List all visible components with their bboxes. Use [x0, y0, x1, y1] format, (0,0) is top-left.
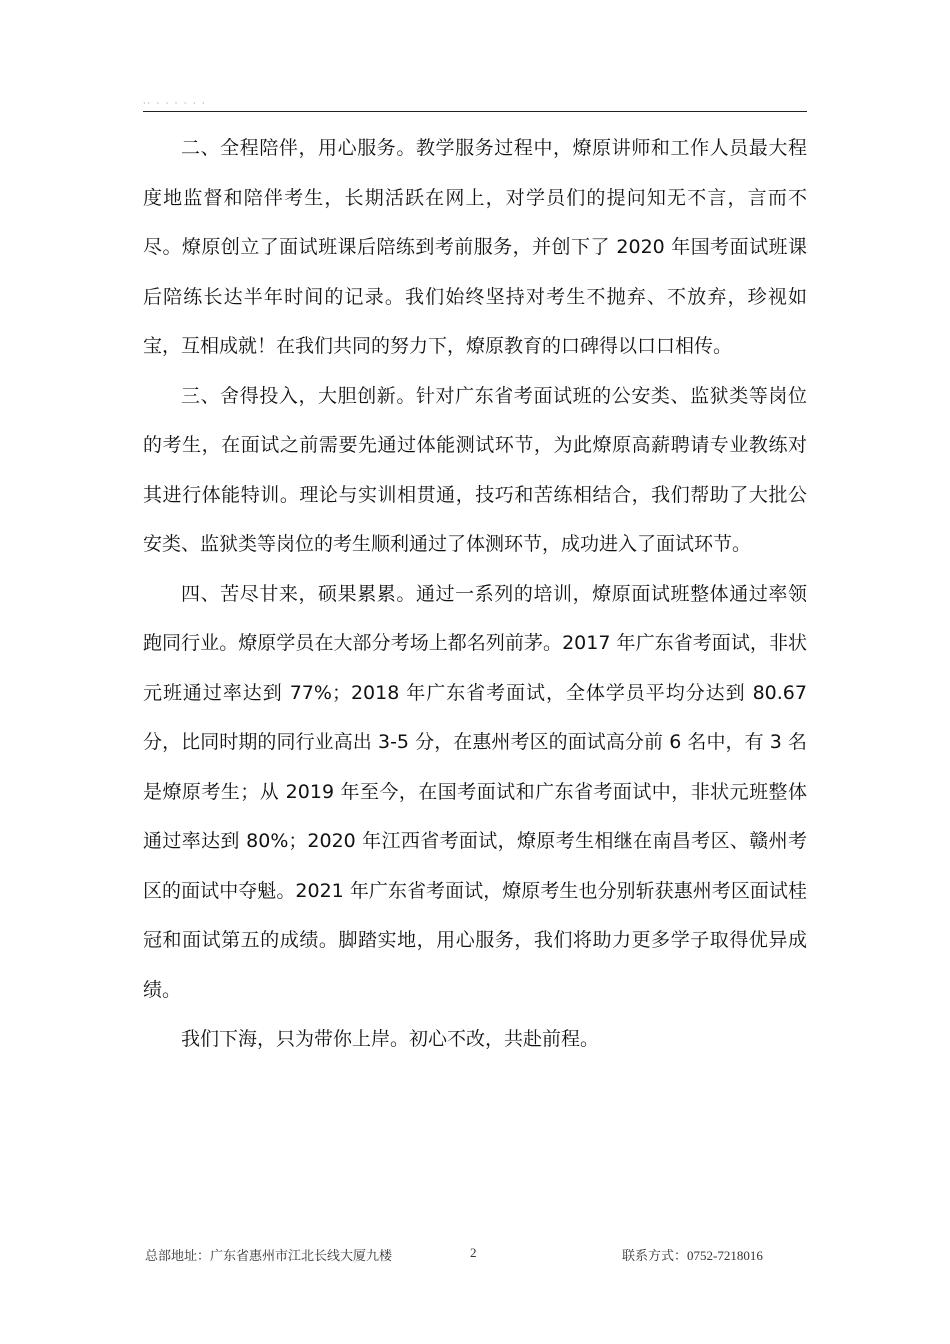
footer-contact: 联系方式：0752-7218016 [622, 1248, 763, 1263]
document-body [143, 124, 807, 1065]
header-rule [143, 111, 807, 112]
paragraph-service: 二、全程陪伴，用心服务。教学服务过程中，燎原讲师和工作人员最大程度地监督和陪伴考生，长期活跃在网上，对学员们的提问知无不言，言而不尽。燎原创立了面试班课后陪练到考前服务，并创下了 2020 年国考面试班课后陪练长达半年时间的记录。我们始终坚持对考生不抛弃、不放弃，珍视如宝，互相成就！在我们共同的努力下，燎原教育的口碑得以口口相传。 [143, 137, 807, 357]
footer-page-number: 2 [470, 1245, 477, 1260]
paragraph-results: 四、苦尽甘来，硕果累累。通过一系列的培训，燎原面试班整体通过率领跑同行业。燎原学员在大部分考场上都名列前茅。2017 年广东省考面试，非状元班通过率达到 77%；2018 年广东省考面试，全体学员平均分达到 80.67 分，比同时期的同行业高出 3-5 分，在惠州考区的面试高分前 6 名中，有 3 名是燎原考生；从 2019 年至今，在国考面试和广东省考面试中，非状元班整体通过率达到 80%；2020 年江西省考面试，燎原考生相继在南昌考区、赣州考区的面试中夺魁。2021 年广东省考面试，燎原考生也分别斩获惠州考区面试桂冠和面试第五的成绩。脚踏实地，用心服务，我们将助力更多学子取得优异成绩。 [143, 582, 807, 1001]
page-footer [0, 1245, 950, 1267]
header-marks: ·· · · · · · · [143, 100, 207, 108]
footer-address: 总部地址：广东省惠州市江北长线大厦九楼 [145, 1248, 393, 1263]
paragraph-closing: 我们下海，只为带你上岸。初心不改，共赴前程。 [181, 1028, 600, 1050]
paragraph-investment: 三、舍得投入，大胆创新。针对广东省考面试班的公安类、监狱类等岗位的考生，在面试之前需要先通过体能测试环节，为此燎原高薪聘请专业教练对其进行体能特训。理论与实训相贯通，技巧和苦练相结合，我们帮助了大批公安类、监狱类等岗位的考生顺利通过了体测环节，成功进入了面试环节。 [143, 384, 807, 555]
